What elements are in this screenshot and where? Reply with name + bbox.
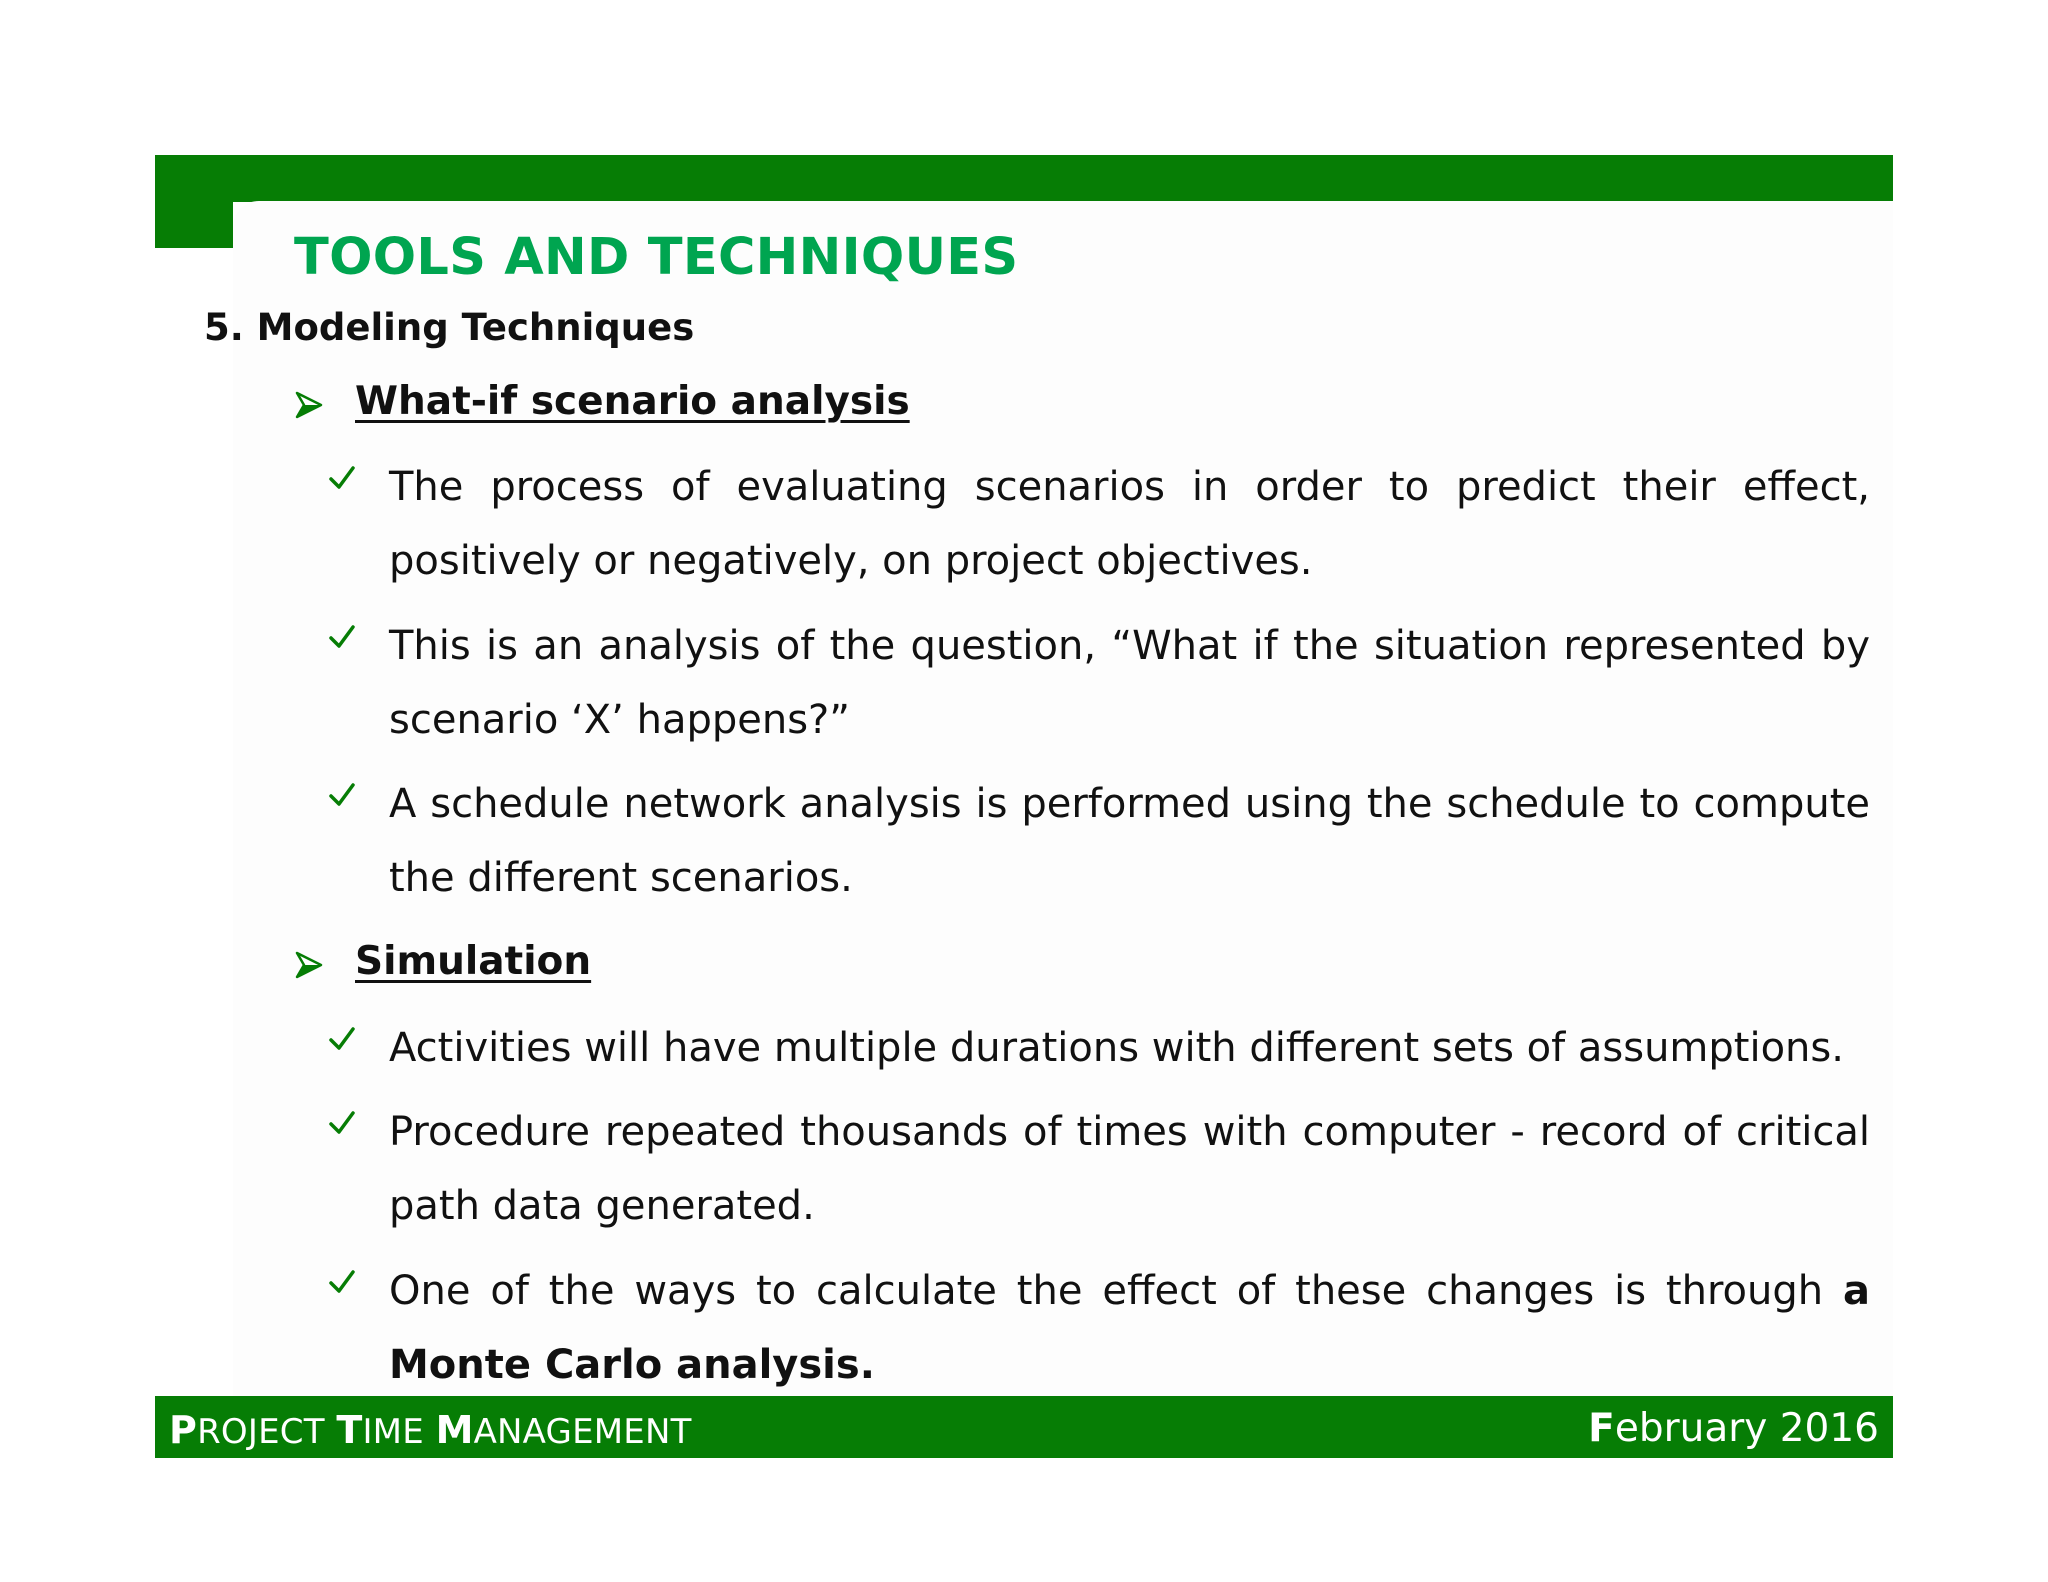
list-item-text: Activities will have multiple durations with different sets of assumptions. — [389, 1025, 1844, 1071]
arrowhead-bullet-icon — [295, 391, 323, 419]
list-item-text-plain: One of the ways to calculate the effect of these changes is through — [389, 1268, 1843, 1314]
slide-title: TOOLS AND TECHNIQUES — [294, 228, 1019, 287]
list-item — [328, 609, 1870, 757]
list-item-text — [389, 1254, 1870, 1402]
list-item — [328, 1095, 1870, 1243]
arrowhead-bullet-icon — [295, 951, 323, 979]
list-item-text-bold: a Monte Carlo analysis. — [389, 1268, 1870, 1388]
section-title: 5. Modeling Techniques — [204, 306, 695, 349]
footer-initial: T — [336, 1408, 363, 1452]
footer-bar — [155, 1396, 1893, 1458]
checkmark-icon — [328, 1109, 356, 1137]
footer-word: IME — [362, 1412, 424, 1452]
list-item-text: A schedule network analysis is performed using the schedule to compute the different scenarios. — [389, 781, 1870, 901]
list-item-text: This is an analysis of the question, “What if the situation represented by scenario ‘X’ happens?” — [389, 623, 1870, 743]
list-item — [328, 450, 1870, 598]
footer-initial: P — [169, 1408, 198, 1452]
footer-initial: M — [435, 1408, 474, 1452]
footer-word: ANAGEMENT — [473, 1412, 692, 1452]
checkmark-icon — [328, 623, 356, 651]
list-item — [328, 1011, 1870, 1085]
checkmark-icon — [328, 781, 356, 809]
footer-word: ROJECT — [197, 1412, 325, 1452]
checkmark-icon — [328, 1268, 356, 1296]
header-tab — [155, 155, 233, 248]
list-item-text: Procedure repeated thousands of times with computer - record of critical path data generated. — [389, 1109, 1870, 1229]
footer-date-rest: ebruary 2016 — [1614, 1406, 1879, 1451]
checkmark-icon — [328, 1025, 356, 1053]
checkmark-icon — [328, 464, 356, 492]
footer-date-initial: F — [1588, 1406, 1615, 1451]
subsection-title: Simulation — [355, 939, 592, 984]
header-bar — [155, 155, 1893, 202]
footer-date — [1588, 1406, 1879, 1451]
list-item-text: The process of evaluating scenarios in order to predict their effect, positively or negatively, on project objectives. — [389, 464, 1870, 584]
list-item — [328, 767, 1870, 915]
list-item — [328, 1254, 1870, 1402]
subsection-title: What-if scenario analysis — [355, 379, 910, 424]
footer-course-title — [169, 1408, 692, 1452]
